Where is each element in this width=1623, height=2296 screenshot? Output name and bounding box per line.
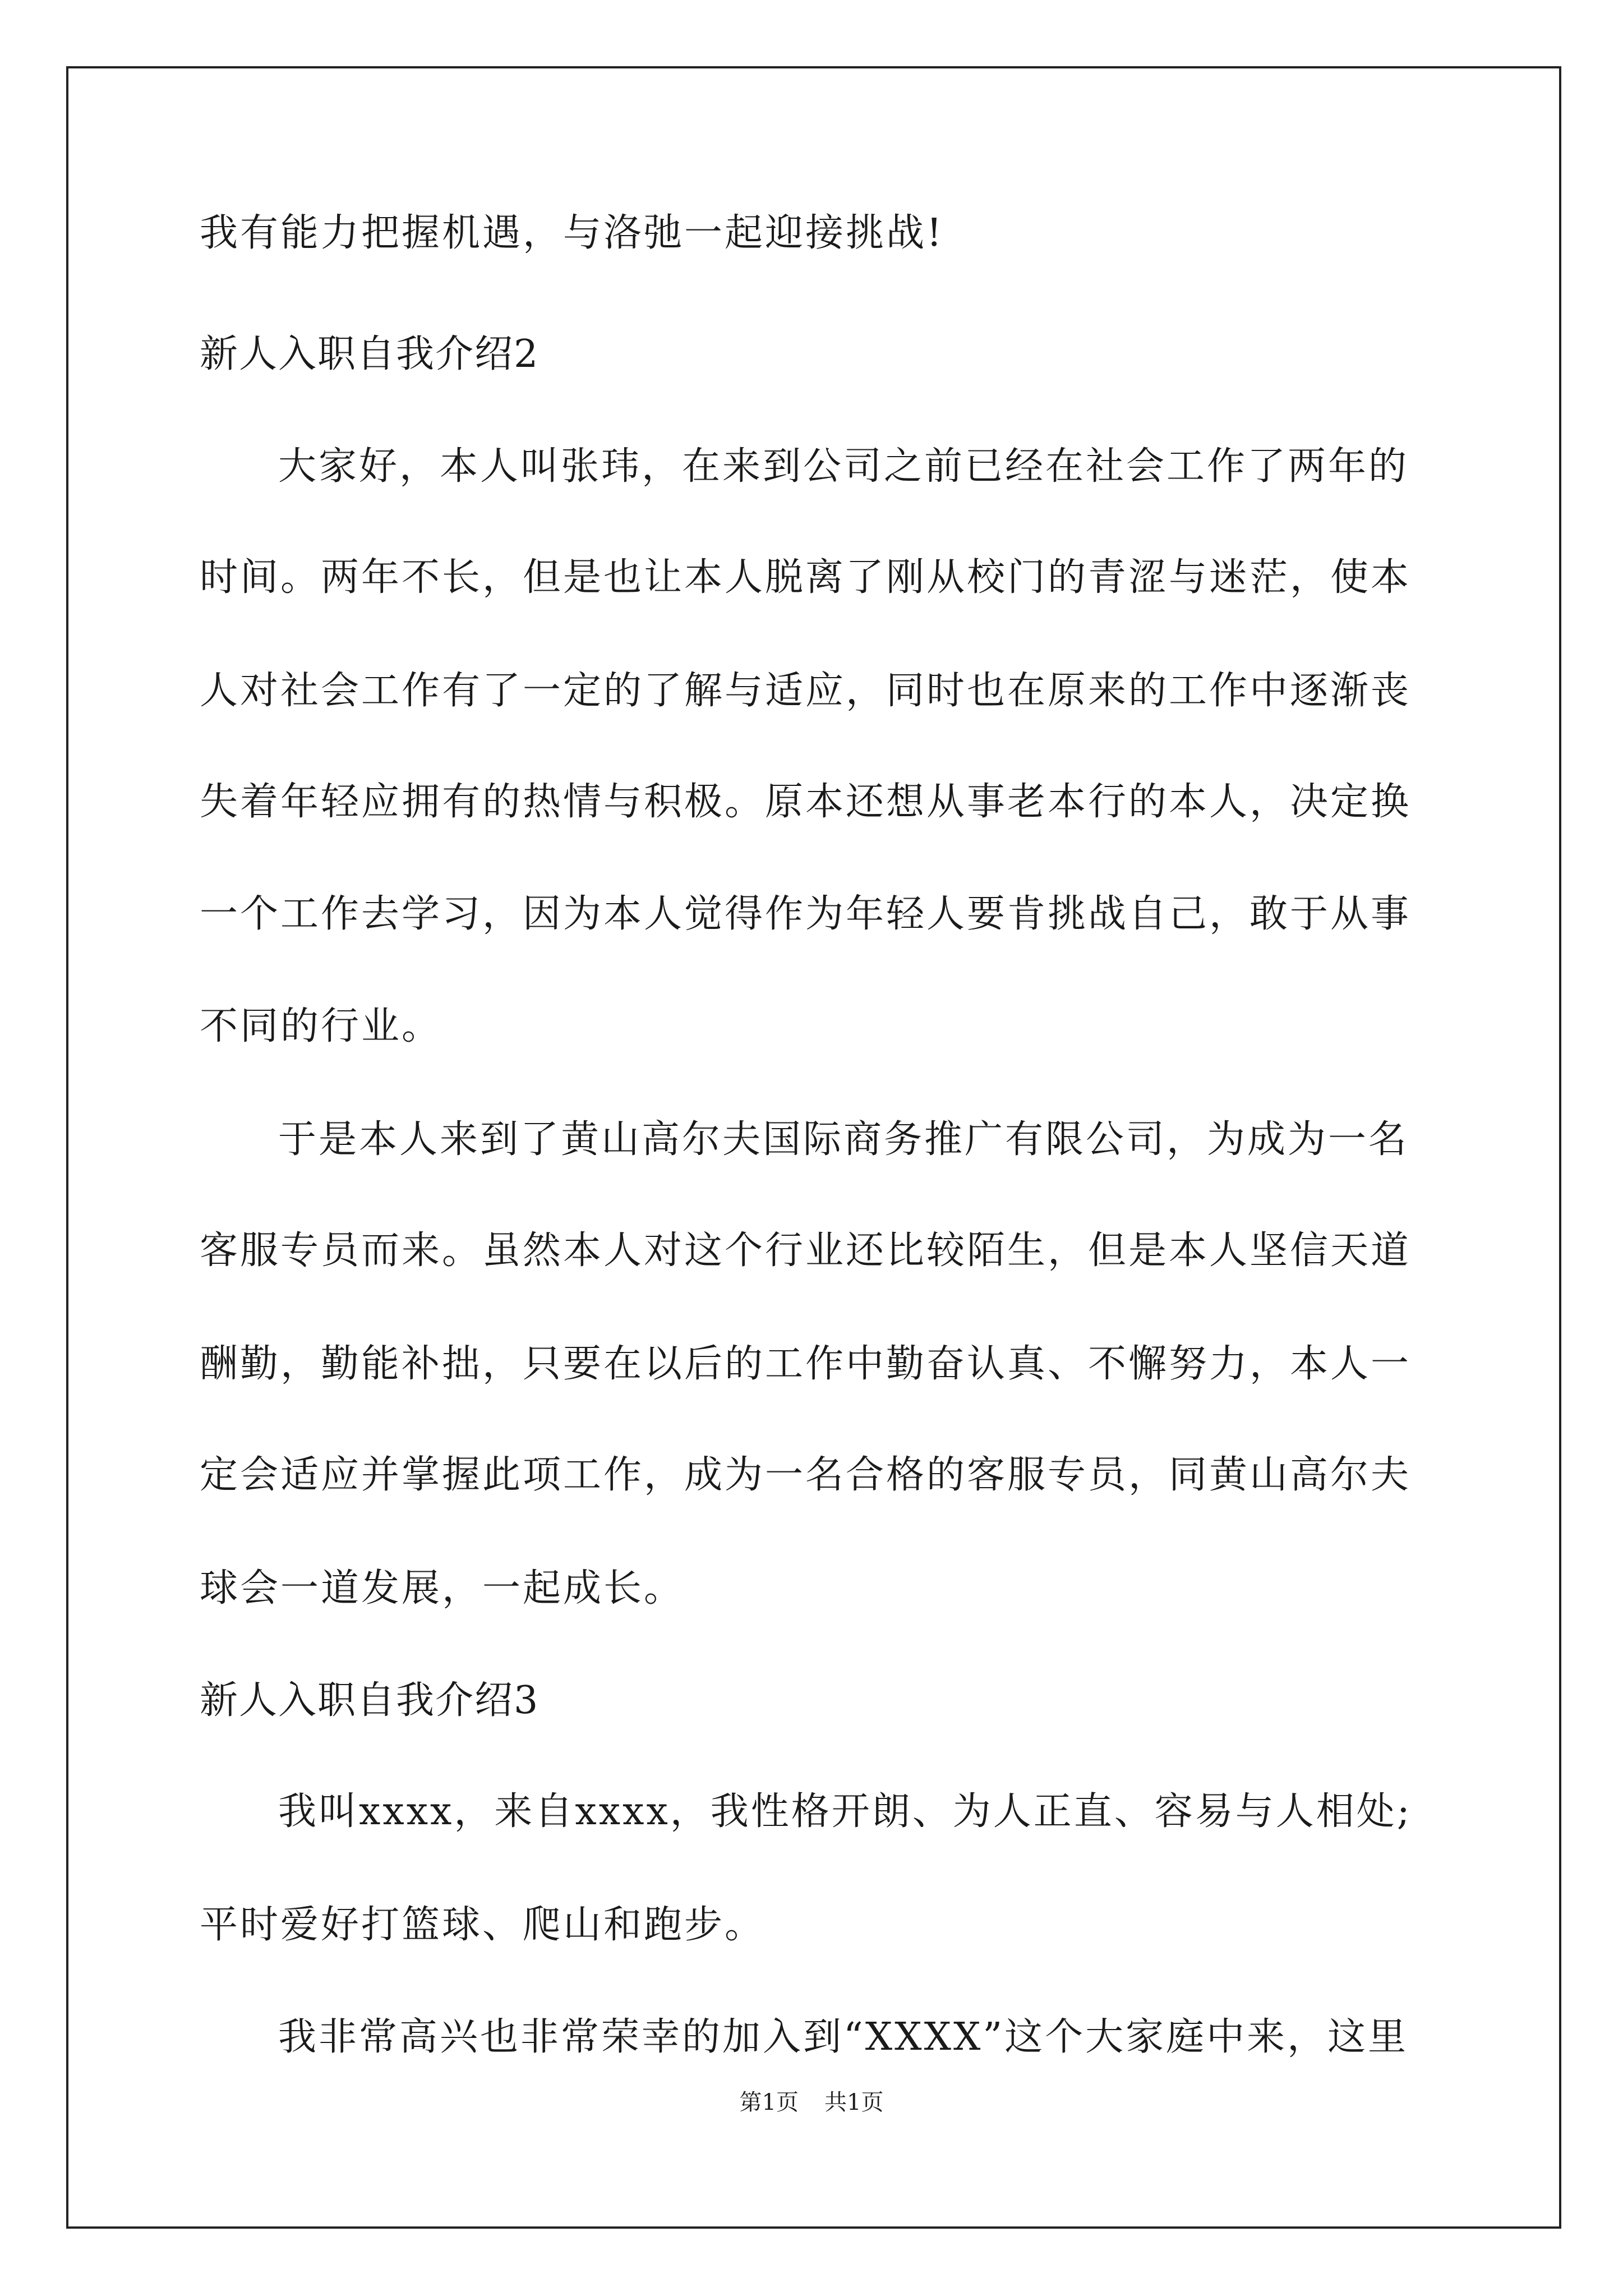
paragraph-line: 定会适应并掌握此项工作，成为一名合格的客服专员，同黄山高尔夫: [200, 1453, 1412, 1497]
paragraph-line: 时间。两年不长，但是也让本人脱离了刚从校门的青涩与迷茫，使本: [200, 555, 1412, 600]
paragraph-line: 失着年轻应拥有的热情与积极。原本还想从事老本行的本人，决定换: [200, 780, 1412, 824]
section-heading: 新人入职自我介绍2: [200, 332, 540, 376]
paragraph-line: 于是本人来到了黄山高尔夫国际商务推广有限公司，为成为一名: [278, 1117, 1409, 1162]
paragraph-line: 我非常高兴也非常荣幸的加入到“XXXX”这个大家庭中来，这里: [278, 2015, 1409, 2059]
section-heading: 新人入职自我介绍3: [200, 1678, 540, 1723]
paragraph-line: 不同的行业。: [200, 1004, 442, 1048]
paragraph-line: 酬勤，勤能补拙，只要在以后的工作中勤奋认真、不懈努力，本人一: [200, 1342, 1412, 1386]
page-total: 共1页: [824, 2090, 884, 2115]
paragraph-line: 一个工作去学习，因为本人觉得作为年轻人要肯挑战自己，敢于从事: [200, 892, 1412, 936]
page-footer: [0, 2087, 1623, 2118]
page-number: 第1页: [739, 2090, 799, 2115]
paragraph-line: 客服专员而来。虽然本人对这个行业还比较陌生，但是本人坚信天道: [200, 1228, 1412, 1273]
paragraph-line: 我叫xxxx，来自xxxx，我性格开朗、为人正直、容易与人相处;: [278, 1789, 1412, 1834]
paragraph-line: 我有能力把握机遇，与洛弛一起迎接挑战!: [200, 211, 944, 255]
paragraph-line: 大家好，本人叫张玮，在来到公司之前已经在社会工作了两年的: [278, 444, 1409, 489]
paragraph-line: 平时爱好打篮球、爬山和跑步。: [200, 1903, 766, 1947]
paragraph-line: 人对社会工作有了一定的了解与适应，同时也在原来的工作中逐渐丧: [200, 669, 1412, 713]
paragraph-line: 球会一道发展，一起成长。: [200, 1566, 685, 1611]
